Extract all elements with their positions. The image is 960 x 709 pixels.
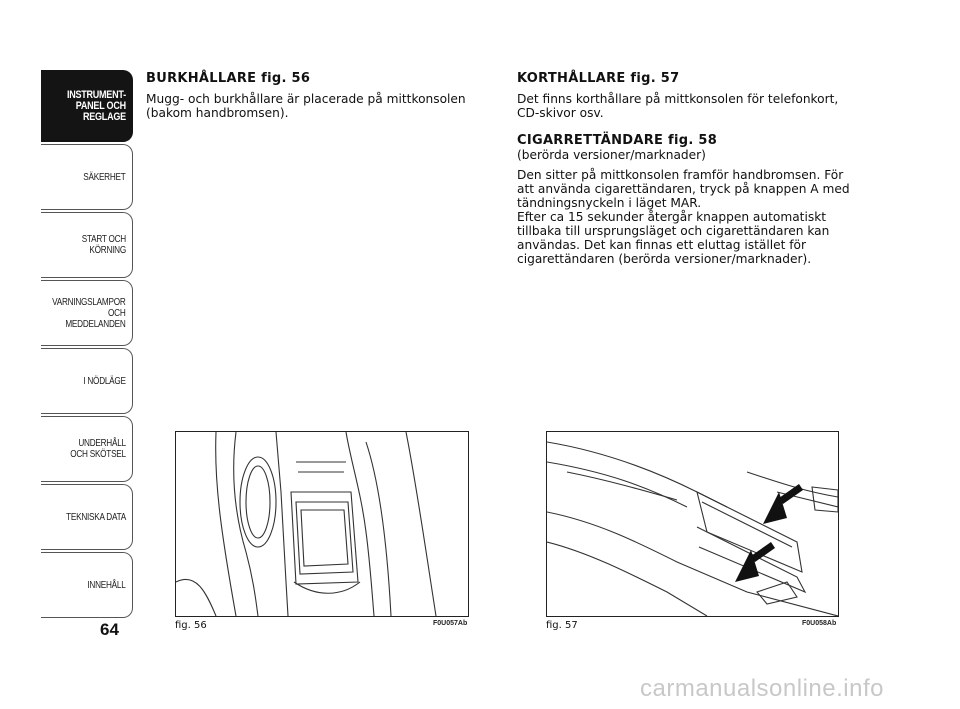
left-column [146,72,486,134]
section-body: Mugg- och burkhållare är placerade på mittkonsolen (bakom handbromsen). [146,92,466,120]
tab-label: SÄKERHET [83,171,126,183]
tab-label: INSTRUMENT- PANEL OCH REGLAGE [67,88,126,123]
section-heading: BURKHÅLLARE fig. 56 [146,71,311,86]
tab-label: START OCH KÖRNING [81,234,126,256]
arrow-icon [763,484,803,524]
arrow-icon [735,542,775,582]
section-body: Efter ca 15 sekunder återgår knappen automatiskt tillbaka till ursprungsläget och cigarettändaren kan användas. Det kan finnas ett eluttag istället för cigarettändaren (berörda versioner/marknader). [517,210,830,266]
arrow-icons [735,484,803,582]
watermark: carmanualsonline.info [640,675,884,702]
page-number: 64 [100,620,119,639]
figure-cup-holder [175,431,469,617]
right-column [517,72,857,266]
tab-label: INNEHÅLL [87,579,126,591]
tab-varningslampor[interactable] [41,280,133,346]
tab-label: VARNINGSLAMPOR OCH MEDDELANDEN [52,296,126,330]
cup-holder-illustration [176,432,468,616]
figure-code: F0U058Ab [802,620,837,627]
tab-label: I NÖDLÄGE [83,375,126,387]
tab-innehall[interactable] [41,552,133,618]
section-body: Den sitter på mittkonsolen framför handbromsen. För att använda cigarettändaren, tryck på knappen A med tändningsnyckeln i läget MAR. [517,168,850,210]
tab-sakerhet[interactable] [41,144,133,210]
tab-tekniska-data[interactable] [41,484,133,550]
tab-underhall[interactable] [41,416,133,482]
figure-card-holder [546,431,839,617]
figure-code: F0U057Ab [433,620,468,627]
tab-label: UNDERHÅLL OCH SKÖTSEL [70,438,126,460]
section-subheading: (berörda versioner/marknader) [517,148,706,162]
section-heading: CIGARRETTÄNDARE fig. 58 [517,133,718,148]
figure-caption: fig. 56 [175,620,207,631]
chapter-tabs [41,70,133,620]
card-holder-illustration [547,432,838,616]
tab-instrumentpanel[interactable] [41,70,133,142]
section-heading: KORTHÅLLARE fig. 57 [517,71,680,86]
section-body: Det finns korthållare på mittkonsolen för telefonkort, CD-skivor osv. [517,92,839,120]
tab-i-nodlage[interactable] [41,348,133,414]
figure-caption: fig. 57 [546,620,578,631]
tab-label: TEKNISKA DATA [66,511,126,523]
tab-start-och-korning[interactable] [41,212,133,278]
